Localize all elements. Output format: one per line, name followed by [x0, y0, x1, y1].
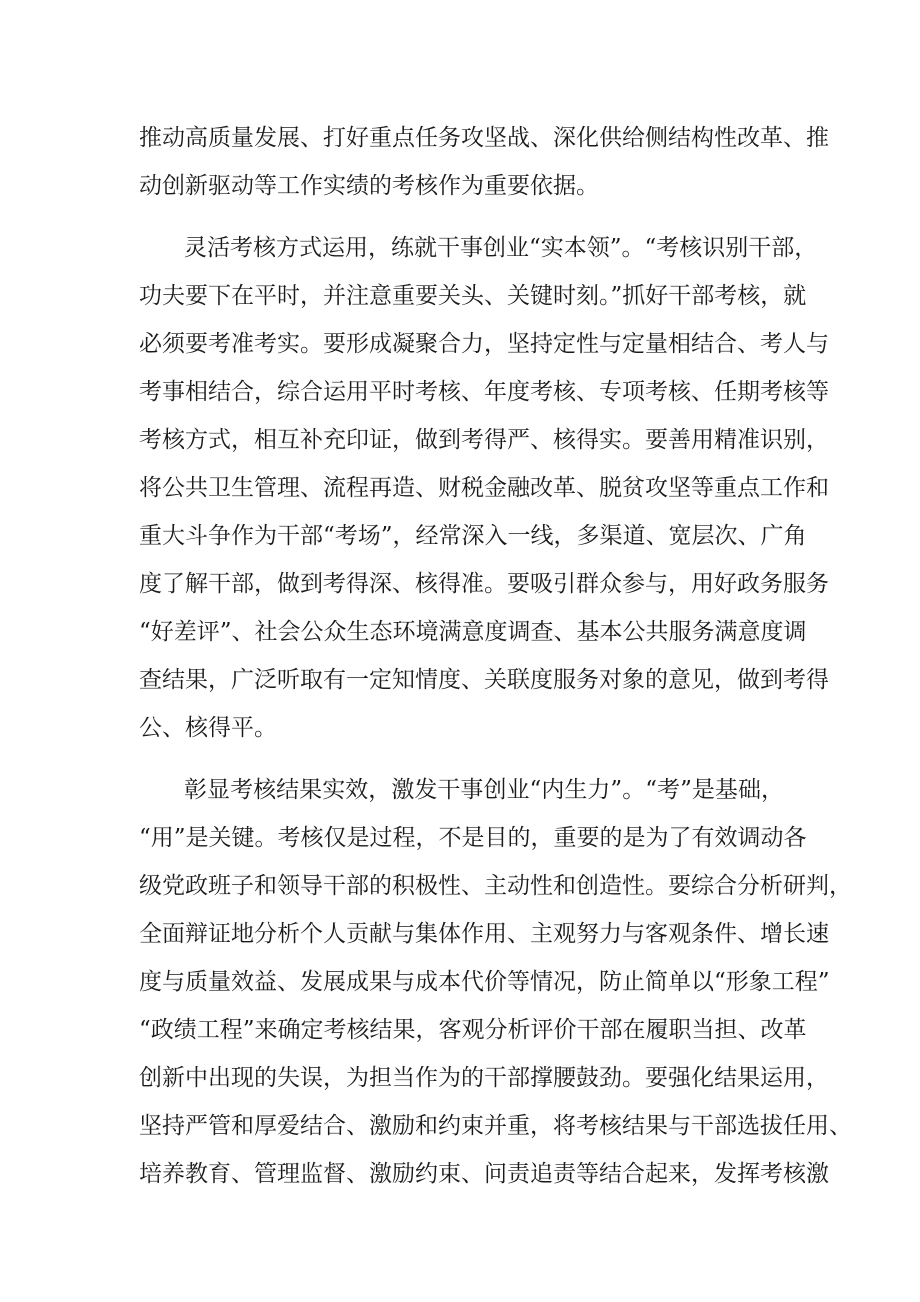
text-line: 必须要考准考实。要形成凝聚合力，坚持定性与定量相结合、考人与 — [139, 331, 829, 357]
text-line: 度了解干部，做到考得深、核得准。要吸引群众参与，用好政务服务 — [139, 571, 829, 597]
text-line: 度与质量效益、发展成果与成本代价等情况，防止简单以“形象工程” — [139, 969, 830, 995]
text-line: 推动高质量发展、打好重点任务攻坚战、深化供给侧结构性改革、推 — [139, 125, 829, 151]
text-line: 重大斗争作为干部“考场”，经常深入一线，多渠道、宽层次、广角 — [139, 523, 807, 549]
text-line: “好差评”、社会公众生态环境满意度调查、基本公共服务满意度调 — [139, 619, 807, 645]
text-line: 将公共卫生管理、流程再造、财税金融改革、脱贫攻坚等重点工作和 — [139, 475, 829, 501]
text-line: 级党政班子和领导干部的积极性、主动性和创造性。要综合分析研判， — [139, 873, 852, 899]
text-line: 查结果，广泛听取有一定知情度、关联度服务对象的意见，做到考得 — [139, 667, 829, 693]
text-line: 全面辩证地分析个人贡献与集体作用、主观努力与客观条件、增长速 — [139, 921, 829, 947]
text-line: 考事相结合，综合运用平时考核、年度考核、专项考核、任期考核等 — [139, 379, 829, 405]
text-line: 考核方式，相互补充印证，做到考得严、核得实。要善用精准识别， — [139, 427, 829, 453]
text-line: 培养教育、管理监督、激励约束、问责追责等结合起来，发挥考核激 — [139, 1161, 829, 1187]
text-line: 坚持严管和厚爱结合、激励和约束并重，将考核结果与干部选拔任用、 — [139, 1113, 852, 1139]
text-line: 灵活考核方式运用，练就干事创业“实本领”。“考核识别干部， — [184, 235, 818, 261]
text-line: 功夫要下在平时，并注意重要关头、关键时刻。”抓好干部考核，就 — [139, 283, 807, 309]
text-line: 创新中出现的失误，为担当作为的干部撑腰鼓劲。要强化结果运用， — [139, 1065, 829, 1091]
text-line: “用”是关键。考核仅是过程，不是目的，重要的是为了有效调动各 — [139, 825, 807, 851]
text-line: “政绩工程”来确定考核结果，客观分析评价干部在履职当担、改革 — [139, 1017, 807, 1043]
text-line: 公、核得平。 — [139, 715, 277, 741]
text-line: 动创新驱动等工作实绩的考核作为重要依据。 — [139, 173, 599, 199]
text-line: 彰显考核结果实效，激发干事创业“内生力”。“考”是基础， — [184, 777, 784, 803]
